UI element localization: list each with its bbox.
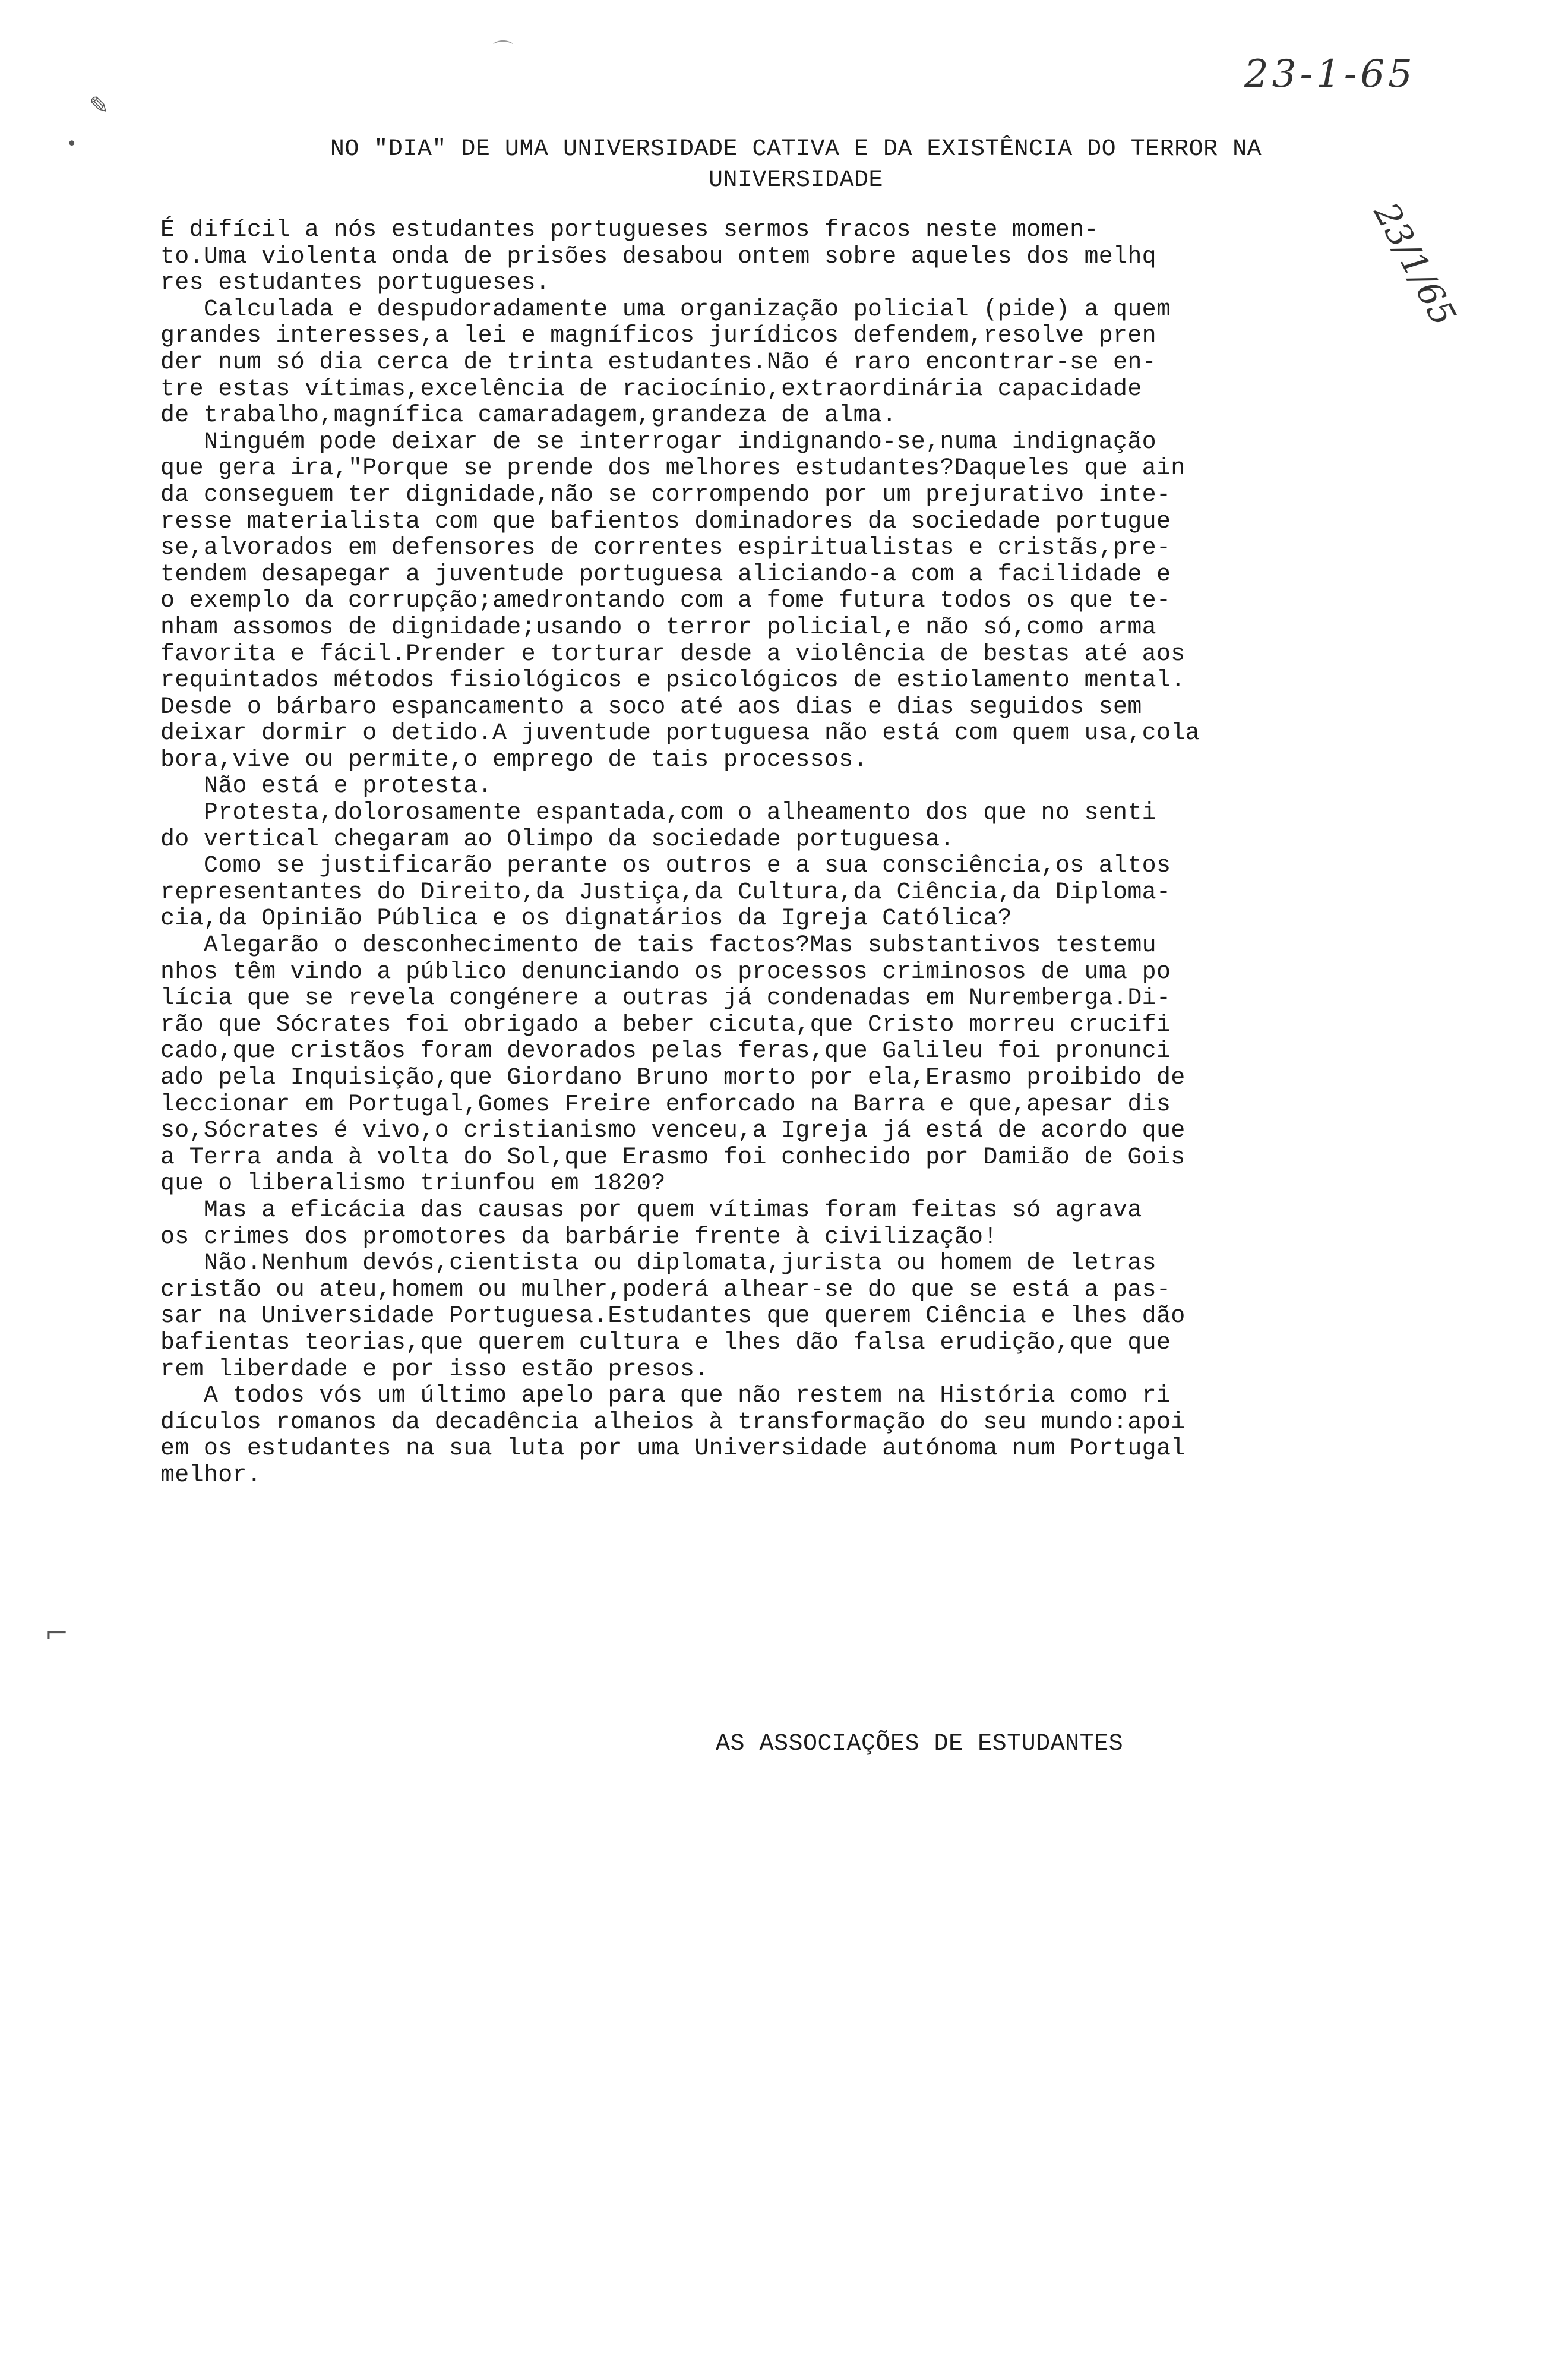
margin-hook-mark: ⌐: [44, 1616, 69, 1650]
body-line: Ninguém pode deixar de se interrogar indignando-se,numa indignação: [160, 428, 1156, 456]
body-line: Mas a eficácia das causas por quem vítimas foram feitas só agrava: [160, 1197, 1142, 1224]
body-line: É difícil a nós estudantes portugueses sermos fracos neste momen-: [160, 217, 1099, 244]
body-line: do vertical chegaram ao Olimpo da sociedade portuguesa.: [160, 826, 954, 853]
body-line: sar na Universidade Portuguesa.Estudantes que querem Ciência e lhes dão: [160, 1303, 1186, 1330]
body-line: Protesta,dolorosamente espantada,com o alheamento dos que no senti: [160, 800, 1156, 827]
body-line: dículos romanos da decadência alheios à transformação do seu mundo:apoi: [160, 1409, 1186, 1436]
body-line: A todos vós um último apelo para que não restem na História como ri: [160, 1383, 1171, 1410]
body-line: grandes interesses,a lei e magníficos jurídicos defendem,resolve pren: [160, 323, 1156, 350]
body-line: leccionar em Portugal,Gomes Freire enforcado na Barra e que,apesar dis: [160, 1091, 1171, 1118]
body-line: cristão ou ateu,homem ou mulher,poderá alhear-se do que se está a pas-: [160, 1276, 1171, 1304]
body-line: to.Uma violenta onda de prisões desabou ontem sobre aqueles dos melhq: [160, 243, 1156, 270]
handwritten-date: 23-1-65: [1244, 52, 1416, 96]
body-line: tre estas vítimas,excelência de raciocínio,extraordinária capacidade: [160, 375, 1142, 403]
body-line: se,alvorados em defensores de correntes espiritualistas e cristãs,pre-: [160, 535, 1171, 562]
body-line: requintados métodos fisiológicos e psicológicos de estiolamento mental.: [160, 667, 1186, 695]
body-line: tendem desapegar a juventude portuguesa aliciando-a com a facilidade e: [160, 561, 1171, 588]
body-line: os crimes dos promotores da barbárie frente à civilização!: [160, 1223, 998, 1251]
body-line: deixar dormir o detido.A juventude portuguesa não está com quem usa,cola: [160, 720, 1200, 747]
body-line: Alegarão o desconhecimento de tais factos?Mas substantivos testemu: [160, 932, 1156, 960]
ink-mark: ✎: [89, 92, 109, 119]
body-line: Não está e protesta.: [160, 773, 492, 800]
body-line: der num só dia cerca de trinta estudantes.Não é raro encontrar-se en-: [160, 349, 1156, 376]
body-line: so,Sócrates é vivo,o cristianismo venceu,a Igreja já está de acordo que: [160, 1118, 1186, 1145]
body-line: melhor.: [160, 1462, 262, 1489]
body-line: ado pela Inquisição,que Giordano Bruno morto por ela,Erasmo proibido de: [160, 1065, 1186, 1091]
body-line: cado,que cristãos foram devorados pelas feras,que Galileu foi pronunci: [160, 1038, 1171, 1065]
body-line: Calculada e despudoradamente uma organização policial (pide) a quem: [160, 296, 1171, 323]
ink-dot-mark: •: [67, 134, 77, 154]
body-line: representantes do Direito,da Justiça,da Cultura,da Ciência,da Diploma-: [160, 879, 1171, 906]
body-line: bafientas teorias,que querem cultura e lhes dão falsa erudição,que que: [160, 1329, 1171, 1356]
body-line: nham assomos de dignidade;usando o terror policial,e não só,como arma: [160, 614, 1156, 641]
body-line: Desde o bárbaro espancamento a soco até aos dias e dias seguidos sem: [160, 693, 1142, 721]
body-line: Não.Nenhum devós,cientista ou diplomata,jurista ou homem de letras: [160, 1250, 1156, 1277]
body-line: lícia que se revela congénere a outras já condenadas em Nuremberga.Di-: [160, 985, 1171, 1012]
document-body: [160, 217, 1455, 1489]
body-line: rão que Sócrates foi obrigado a beber cicuta,que Cristo morreu crucifi: [160, 1011, 1171, 1039]
body-line: que gera ira,"Porque se prende dos melhores estudantes?Daqueles que ain: [160, 455, 1186, 482]
body-line: em os estudantes na sua luta por uma Universidade autónoma num Portugal: [160, 1435, 1186, 1463]
document-title: NO "DIA" DE UMA UNIVERSIDADE CATIVA E DA EXISTÊNCIA DO TERROR NA UNIVERSIDADE: [330, 136, 1262, 194]
paper-speck-mark: ⌒: [493, 39, 513, 63]
body-line: bora,vive ou permite,o emprego de tais processos.: [160, 746, 868, 774]
signature: AS ASSOCIAÇÕES DE ESTUDANTES: [716, 1731, 1124, 1757]
handwritten-date-rotated: 23/1/65: [1365, 196, 1464, 333]
body-line: res estudantes portugueses.: [160, 270, 551, 297]
body-line: de trabalho,magnífica camaradagem,grandeza de alma.: [160, 402, 897, 430]
body-line: a Terra anda à volta do Sol,que Erasmo foi conhecido por Damião de Gois: [160, 1144, 1186, 1171]
body-line: da conseguem ter dignidade,não se corrompendo por um prejurativo inte-: [160, 481, 1171, 509]
body-line: rem liberdade e por isso estão presos.: [160, 1356, 709, 1383]
body-line: o exemplo da corrupção;amedrontando com a fome futura todos os que te-: [160, 588, 1171, 615]
body-line: favorita e fácil.Prender e torturar desde a violência de bestas até aos: [160, 640, 1186, 668]
body-line: cia,da Opinião Pública e os dignatários da Igreja Católica?: [160, 905, 1012, 933]
body-line: resse materialista com que bafientos dominadores da sociedade portugue: [160, 508, 1171, 535]
body-line: nhos têm vindo a público denunciando os processos criminosos de uma po: [160, 958, 1171, 986]
body-line: que o liberalismo triunfou em 1820?: [160, 1170, 666, 1198]
body-line: Como se justificarão perante os outros e a sua consciência,os altos: [160, 853, 1171, 880]
